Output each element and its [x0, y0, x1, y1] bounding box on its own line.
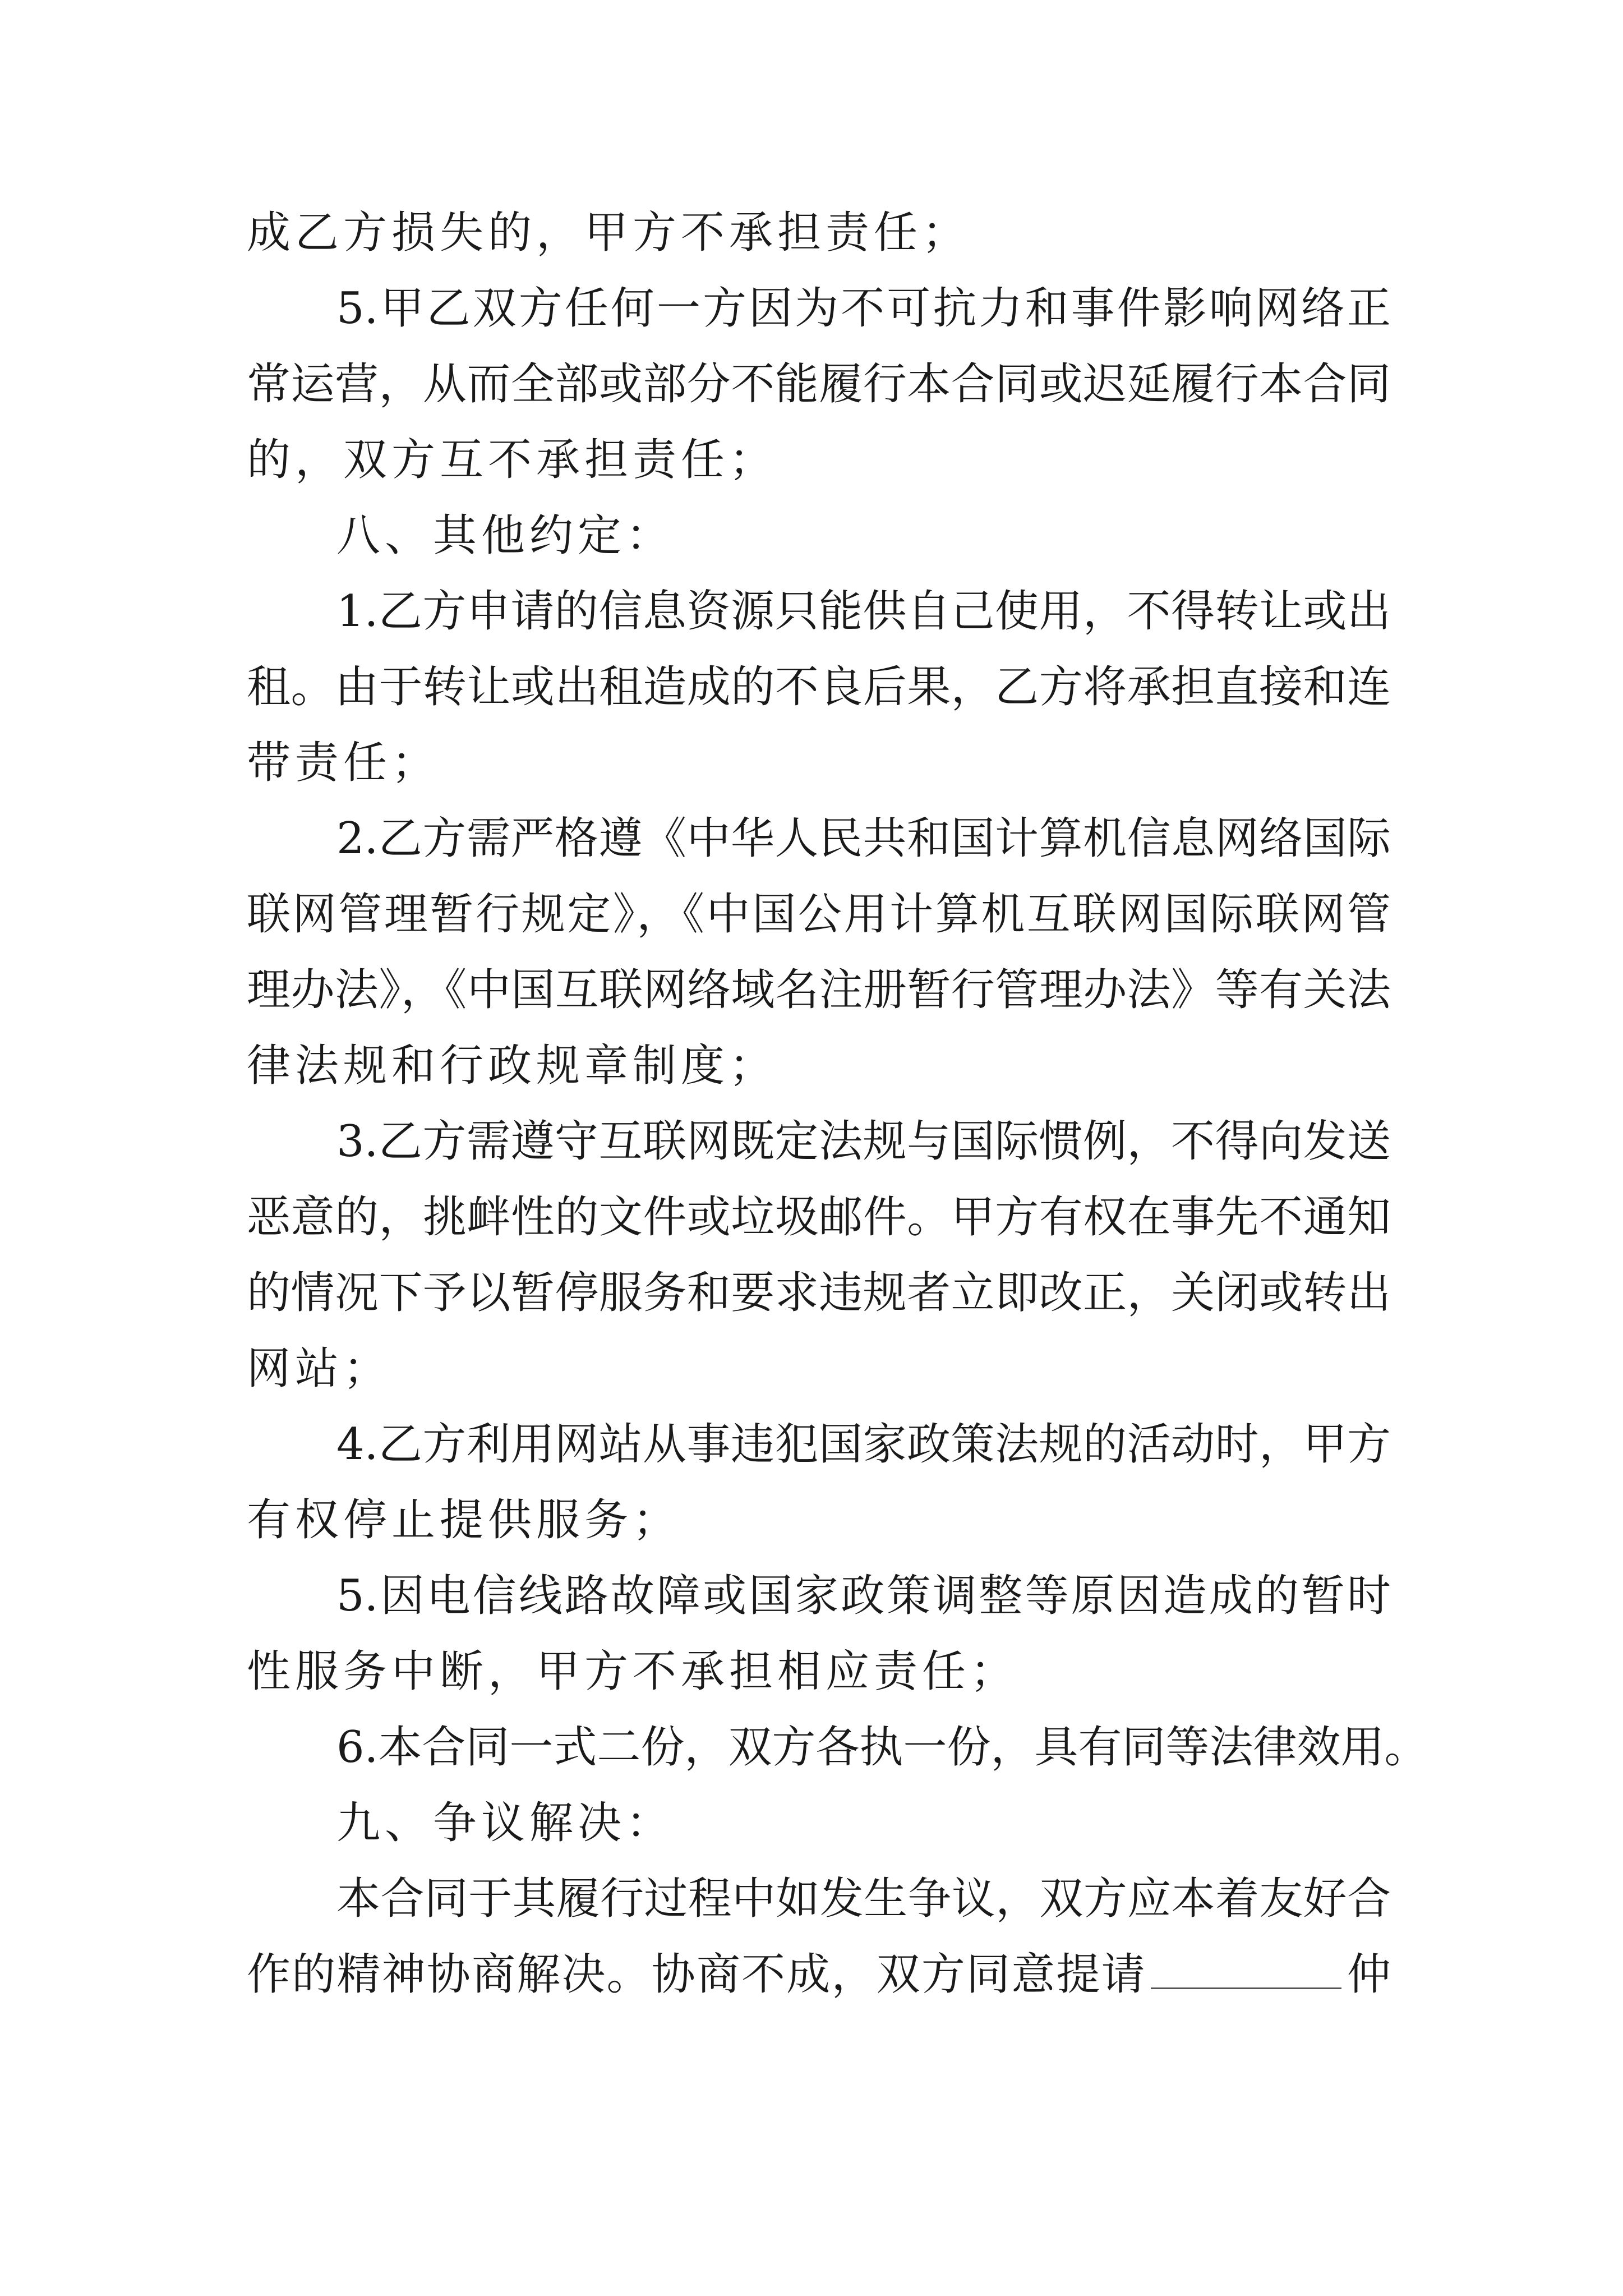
- text-line: 成乙方损失的，甲方不承担责任；: [247, 208, 971, 258]
- text-line: 5.甲乙双方任何一方因为不可抗力和事件影响网络正: [336, 283, 1391, 334]
- section-heading: 九、争议解决：: [336, 1798, 675, 1848]
- text-line: 带责任；: [247, 738, 440, 788]
- text-line: 的情况下予以暂停服务和要求违规者立即改正，关闭或转出: [247, 1268, 1391, 1318]
- text-line: [247, 1947, 1391, 2003]
- text-line: 网站；: [247, 1343, 392, 1394]
- fill-in-blank: [1151, 1948, 1341, 1989]
- text-line: 联网管理暂行规定》，《中国公用计算机互联网国际联网管: [247, 889, 1391, 940]
- text-line: 的，双方互不承担责任；: [247, 435, 778, 485]
- text-line: 1.乙方申请的信息资源只能供自己使用，不得转让或出: [336, 586, 1391, 637]
- text-line: 有权停止提供服务；: [247, 1495, 681, 1545]
- text-line: 3.乙方需遵守互联网既定法规与国际惯例，不得向发送: [336, 1116, 1391, 1167]
- text-line: 本合同于其履行过程中如发生争议，双方应本着友好合: [336, 1874, 1391, 1924]
- text-line: 租。由于转让或出租造成的不良后果，乙方将承担直接和连: [247, 662, 1391, 712]
- text-segment: 作的精神协商解决。协商不成，双方同意提请: [247, 1949, 1146, 2000]
- text-line: 律法规和行政规章制度；: [247, 1041, 778, 1091]
- text-line: 4.乙方利用网站从事违犯国家政策法规的活动时，甲方: [336, 1419, 1391, 1470]
- text-line: 理办法》，《中国互联网络域名注册暂行管理办法》等有关法: [247, 965, 1391, 1015]
- text-line: 6.本合同一式二份，双方各执一份，具有同等法律效用。: [336, 1722, 1428, 1773]
- section-heading: 八、其他约定：: [336, 510, 675, 561]
- text-line: 2.乙方需严格遵《中华人民共和国计算机信息网络国际: [336, 813, 1391, 864]
- text-line: 常运营，从而全部或部分不能履行本合同或迟延履行本合同: [247, 359, 1391, 409]
- text-line: 性服务中断，甲方不承担相应责任；: [247, 1646, 1019, 1697]
- text-line: 5.因电信线路故障或国家政策调整等原因造成的暂时: [336, 1571, 1391, 1621]
- text-segment: 仲: [1345, 1949, 1391, 2000]
- text-line: 恶意的，挑衅性的文件或垃圾邮件。甲方有权在事先不通知: [247, 1192, 1391, 1243]
